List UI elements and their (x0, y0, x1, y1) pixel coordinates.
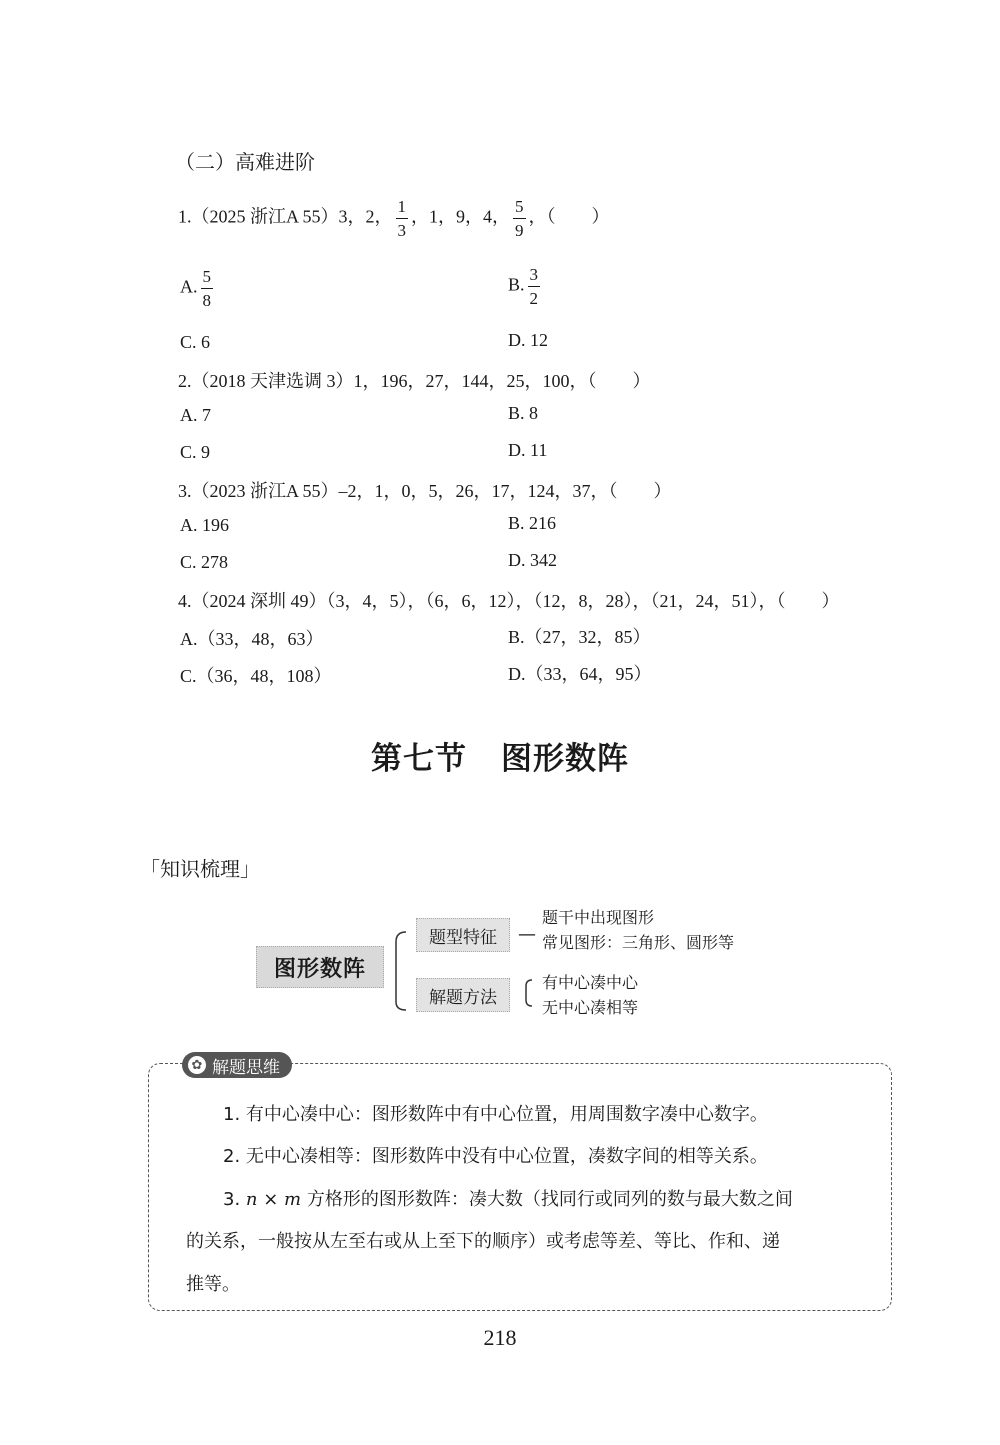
thinking-line-1: 1. 有中心凑中心：图形数阵中有中心位置，用周围数字凑中心数字。 (223, 1104, 768, 1125)
mindmap-root: 图形数阵 (256, 946, 384, 988)
question-2-option-d: D. 11 (508, 440, 548, 460)
thinking-line-4: 的关系，一般按从左至右或从上至下的顺序）或考虑等差、等比、作和、递 (186, 1231, 780, 1252)
question-1-option-a (180, 268, 216, 309)
fraction-numerator: 3 (528, 266, 541, 287)
thinking-line-3 (223, 1185, 793, 1211)
fraction-numerator: 5 (513, 198, 526, 219)
question-1-option-c: C. 6 (180, 332, 211, 352)
math-times: × (257, 1189, 285, 1210)
mindmap-leaf: 常见图形：三角形、圆形等 (542, 933, 735, 952)
thinking-tag (182, 1052, 292, 1078)
question-1-prefix: 1.（2025 浙江A 55）3，2， (178, 206, 393, 227)
question-3-option-a: A. 196 (180, 515, 229, 535)
thinking-line-5: 推等。 (186, 1274, 240, 1295)
page-number: 218 (483, 1325, 517, 1350)
math-variable-n: n (245, 1189, 258, 1210)
fraction-numerator: 1 (396, 198, 409, 219)
chapter-title (0, 733, 1000, 778)
fraction-denominator: 8 (202, 291, 211, 310)
question-1-option-d: D. 12 (508, 330, 548, 350)
fraction-numerator: 5 (201, 268, 214, 289)
question-4-option-a: A.（33，48，63） (180, 629, 324, 649)
question-4-option-b: B.（27，32，85） (508, 627, 651, 647)
mindmap-branch-dash: — (518, 924, 536, 945)
chapter-section: 第七节 (371, 741, 467, 777)
mindmap-branch-methods: 解题方法 (416, 978, 510, 1012)
fraction-denominator: 2 (529, 289, 539, 308)
question-2: 2.（2018 天津选调 3）1，196，27，144，25，100，（ ） (178, 371, 651, 391)
question-1-fraction-1 (396, 198, 409, 239)
question-1 (178, 198, 610, 239)
math-variable-m: m (284, 1189, 302, 1210)
mindmap-leaf: 有中心凑中心 (542, 973, 639, 992)
mindmap-leaf: 题干中出现图形 (542, 908, 655, 927)
thinking-line-3-number: 3. (223, 1189, 246, 1210)
question-1-suffix: ，（ ） (528, 206, 610, 227)
knowledge-heading: 「知识梳理」 (140, 857, 260, 881)
question-1-middle: ，1，9，4， (411, 206, 511, 227)
thinking-tag-label: 解题思维 (212, 1057, 280, 1078)
question-3-option-b: B. 216 (508, 513, 557, 533)
thinking-line-2: 2. 无中心凑相等：图形数阵中没有中心位置，凑数字间的相等关系。 (223, 1146, 768, 1167)
question-1-fraction-2 (513, 198, 526, 239)
question-4-option-d: D.（33，64，95） (508, 664, 652, 684)
question-1-option-b (508, 266, 543, 307)
question-2-option-b: B. 8 (508, 403, 539, 423)
option-label: B. (508, 274, 525, 295)
mindmap-branch-features: 题型特征 (416, 918, 510, 952)
flower-icon: ✿ (188, 1056, 206, 1074)
section-heading: （二）高难进阶 (175, 150, 315, 174)
mindmap-leaf: 无中心凑相等 (542, 998, 639, 1017)
question-3: 3.（2023 浙江A 55）–2，1，0，5，26，17，124，37，（ ） (178, 481, 672, 501)
fraction-denominator: 9 (515, 221, 524, 240)
question-3-option-c: C. 278 (180, 552, 229, 572)
question-4-option-c: C.（36，48，108） (180, 666, 332, 686)
question-4: 4.（2024 深圳 49）（3，4，5），（6，6，12），（12，8，28），（21，24，51），（ ） (178, 591, 840, 611)
option-label: A. (180, 276, 198, 297)
fraction-denominator: 3 (397, 221, 407, 240)
question-2-option-a: A. 7 (180, 405, 211, 425)
thinking-line-3-text: 方格形的图形数阵：凑大数（找同行或同列的数与最大数之间 (301, 1189, 793, 1210)
question-2-option-c: C. 9 (180, 442, 211, 462)
question-3-option-d: D. 342 (508, 550, 557, 570)
chapter-name: 图形数阵 (501, 741, 629, 777)
